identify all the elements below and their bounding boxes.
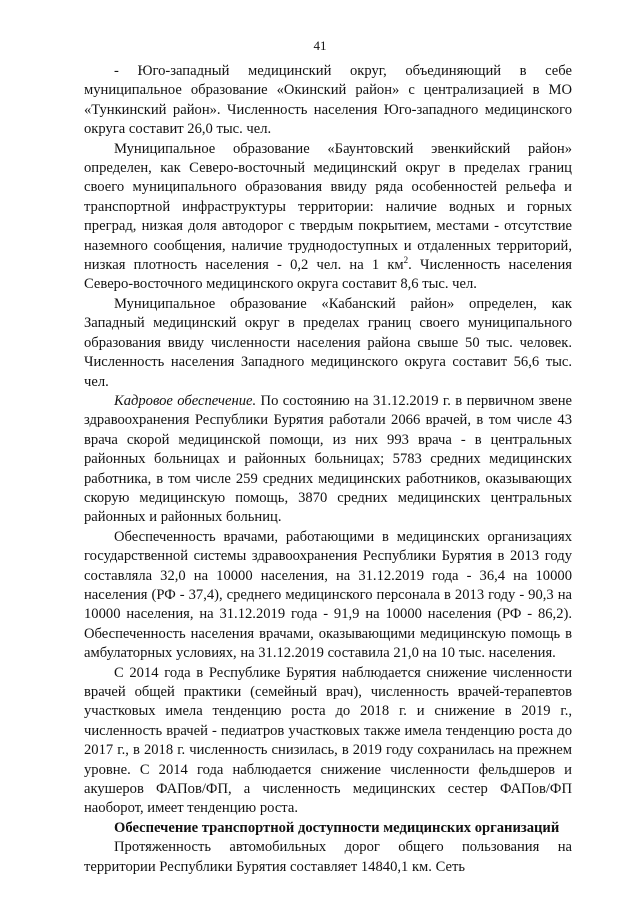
paragraph-northeast-text: Муниципальное образование «Баунтовский эвенкийский район» определен, как Северо-восточный медицинский округ в пределах границ своего муниципального образования ввиду ряда особенностей рельефа и транспортной инфраструктуры территории: наличие водных и горных преград, низкая доля автодорог с твердым покрытием, местами - отсутствие наземного сообщения, наличие труднодоступных и отдаленных территорий, низкая плотность населения - 0,2 чел. на 1 км (84, 140, 572, 274)
paragraph-northeast-text-end: . Численность населения Северо-восточного медицинского округа составит 8,6 тыс. чел. (84, 257, 573, 293)
paragraph-northeast-district (84, 140, 572, 295)
paragraph-western-district: Муниципальное образование «Кабанский район» определен, как Западный медицинский округ в пределах границ своего муниципального образования ввиду численности населения района свыше 50 тыс. человек. Численность населения Западного медицинского округа составит 56,6 тыс. чел. (84, 295, 572, 390)
paragraph-staff-trends: С 2014 года в Республике Бурятия наблюдается снижение численности врачей общей практики (семейный врач), численность врачей-терапевтов участковых имела тенденцию роста до 2018 г. и снижение в 2019 г., численность врачей - педиатров участковых также имела тенденцию роста до 2017 г., в 2018 г. численность снизилась, в 2019 году сохранилась на прежнем уровне. С 2014 года наблюдается снижение численности фельдшеров и акушеров ФАПов/ФП, а численность медицинских сестер ФАПов/ФП наоборот, имеет тенденцию роста. (84, 664, 572, 817)
section-heading-transport-access: Обеспечение транспортной доступности медицинских организаций (114, 819, 560, 836)
page-number: 41 (313, 38, 327, 53)
superscript-squared: 2 (403, 255, 409, 266)
paragraph-roads: Протяженность автомобильных дорог общего пользования на территории Республики Бурятия составляет 14840,1 км. Сеть (84, 839, 572, 875)
paragraph-doctor-availability: Обеспеченность врачами, работающими в медицинских организациях государственной системы здравоохранения Республики Бурятия в 2013 году составляла 32,0 на 10000 населения, на 31.12.2019 года - 36,4 на 10000 населения (РФ - 37,4), среднего медицинского персонала в 2013 году - 90,3 на 10000 населения, на 31.12.2019 года - 91,9 на 10000 населения (РФ - 86,2). Обеспеченность населения врачами, оказывающими медицинскую помощь в амбулаторных условиях, на 31.12.2019 составила 21,0 на 10 тыс. населения. (84, 528, 572, 662)
paragraph-southwest-district: - Юго-западный медицинский округ, объединяющий в себе муниципальное образование «Окинский район» с централизацией в МО «Тункинский район». Численность населения Юго-западного медицинского округа составит 26,0 тыс. чел. (84, 63, 572, 138)
staffing-text: По состоянию на 31.12.2019 г. в первичном звене здравоохранения Республики Бурятия работали 2066 врачей, в том числе 43 врача скорой медицинской помощи, из них 993 врача - в центральных районных больницах и районных больницах; 5783 средних медицинских работника, в том числе 259 средних медицинских работников, оказывающих скорую медицинскую помощь, 3870 средних медицинских центральных районных и районных больниц. (84, 392, 572, 526)
staffing-lead: Кадровое обеспечение. (114, 392, 257, 409)
document-body (84, 62, 572, 877)
paragraph-staffing (84, 392, 572, 528)
